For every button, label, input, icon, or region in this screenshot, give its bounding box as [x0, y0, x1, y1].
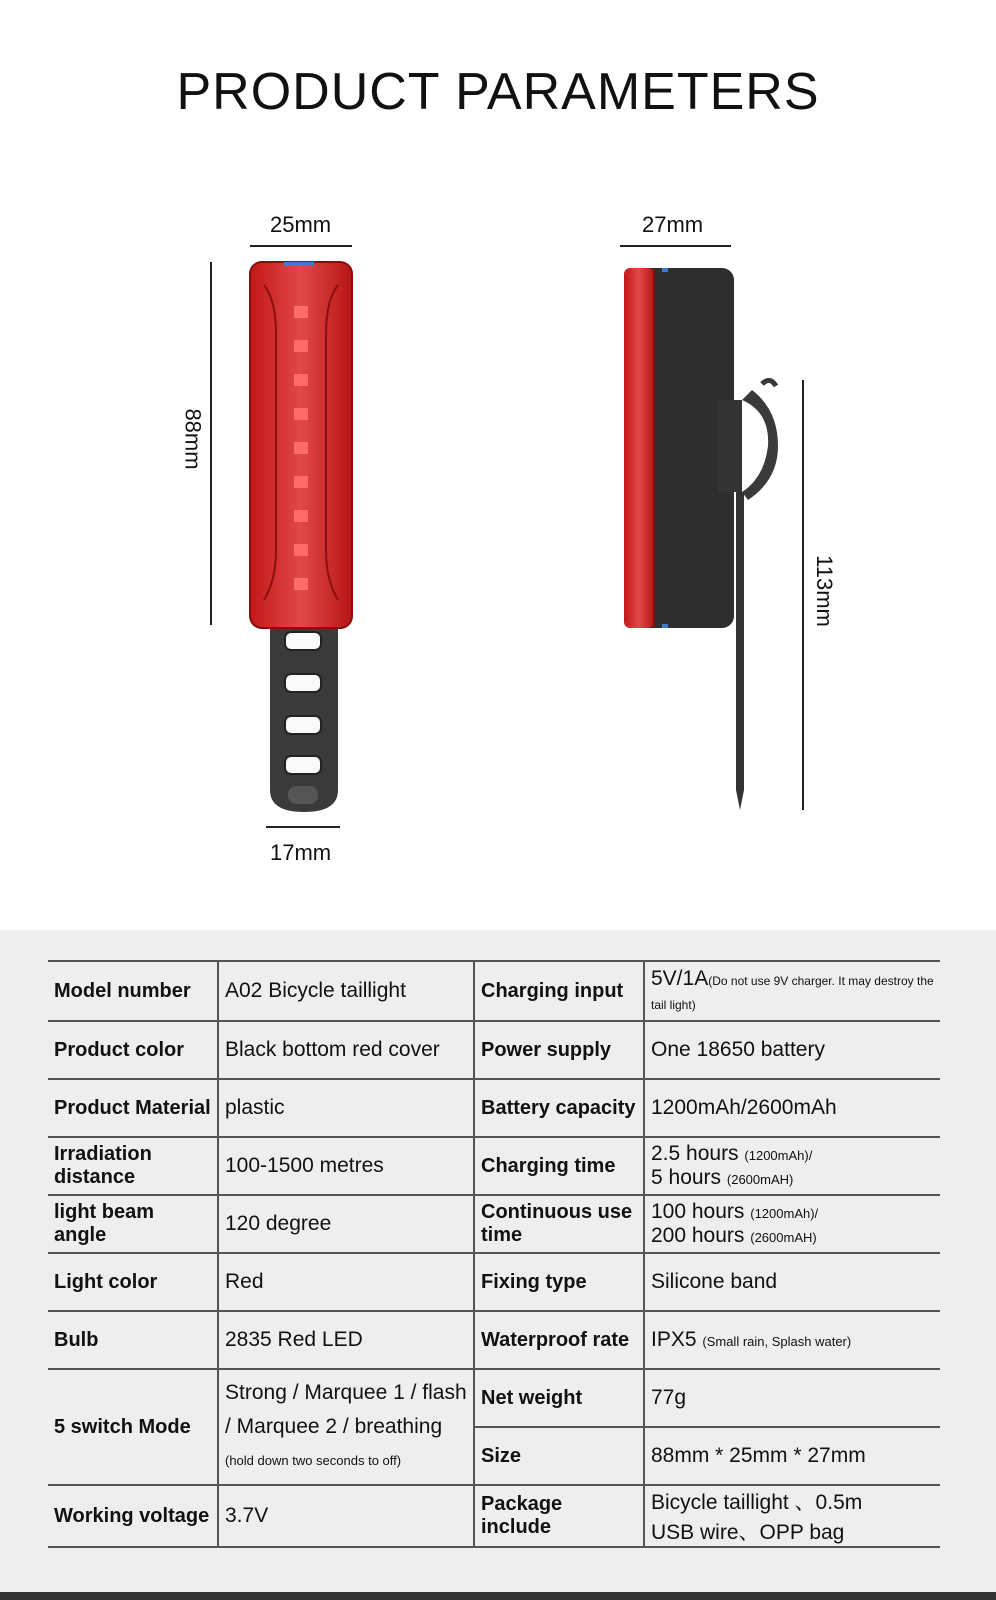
charge-time-label: Charging time	[474, 1137, 644, 1195]
package-label: Package include	[474, 1485, 644, 1547]
table-row	[48, 1311, 940, 1369]
charge-time-line1: 2.5 hours	[651, 1142, 739, 1165]
angle-label: light beam angle	[48, 1195, 218, 1253]
side-height-label: 113mm	[811, 555, 837, 627]
mode-label: 5 switch Mode	[48, 1369, 218, 1485]
table-row	[48, 1195, 940, 1253]
light-value: Red	[218, 1253, 474, 1311]
size-value: 88mm * 25mm * 27mm	[644, 1427, 940, 1485]
use-time-line1: 100 hours	[651, 1200, 745, 1223]
charging-input-value: 5V/1A	[651, 967, 709, 990]
bulb-label: Bulb	[48, 1311, 218, 1369]
package-line2: USB wire、OPP bag	[651, 1521, 845, 1544]
product-diagram	[0, 150, 996, 910]
charging-input-label: Charging input	[474, 961, 644, 1021]
mode-note: (hold down two seconds to off)	[225, 1453, 402, 1468]
package-line1: Bicycle taillight 、0.5m	[651, 1491, 863, 1514]
front-width-label: 25mm	[270, 212, 332, 237]
table-row	[48, 1137, 940, 1195]
power-value: One 18650 battery	[644, 1021, 940, 1079]
weight-value: 77g	[644, 1369, 940, 1427]
charging-input-note: (Do not use 9V charger. It may destroy the tail light)	[651, 974, 934, 1012]
model-label: Model number	[48, 961, 218, 1021]
front-height-label: 88mm	[180, 408, 206, 470]
material-label: Product Material	[48, 1079, 218, 1137]
color-value: Black bottom red cover	[218, 1021, 474, 1079]
waterproof-cell	[644, 1311, 940, 1369]
parameter-table-area	[0, 930, 996, 1600]
bulb-value: 2835 Red LED	[218, 1311, 474, 1369]
mode-cell	[218, 1369, 474, 1485]
charge-time-line1-note: (1200mAh)/	[744, 1148, 813, 1163]
charge-time-line2-note: (2600mAH)	[726, 1172, 794, 1187]
capacity-label: Battery capacity	[474, 1079, 644, 1137]
voltage-label: Working voltage	[48, 1485, 218, 1547]
fixing-value: Silicone band	[644, 1253, 940, 1311]
side-width-label: 27mm	[642, 212, 704, 237]
side-red-cover	[624, 268, 654, 628]
material-value: plastic	[218, 1079, 474, 1137]
table-row	[48, 961, 940, 1021]
mode-line1: Strong / Marquee 1 / flash	[225, 1381, 467, 1404]
voltage-value: 3.7V	[218, 1485, 474, 1547]
charging-input-cell	[644, 961, 940, 1021]
table-row	[48, 1369, 940, 1427]
size-label: Size	[474, 1427, 644, 1485]
angle-value: 120 degree	[218, 1195, 474, 1253]
table-row	[48, 1253, 940, 1311]
fixing-label: Fixing type	[474, 1253, 644, 1311]
use-time-cell	[644, 1195, 940, 1253]
waterproof-note: (Small rain, Splash water)	[702, 1334, 852, 1349]
distance-label: Irradiation distance	[48, 1137, 218, 1195]
strap-width-label: 17mm	[270, 840, 332, 865]
waterproof-label: Waterproof rate	[474, 1311, 644, 1369]
weight-label: Net weight	[474, 1369, 644, 1427]
table-row	[48, 1079, 940, 1137]
charge-time-cell	[644, 1137, 940, 1195]
use-time-line2: 200 hours	[651, 1224, 745, 1247]
power-label: Power supply	[474, 1021, 644, 1079]
use-time-label: Continuous use time	[474, 1195, 644, 1253]
capacity-value: 1200mAh/2600mAh	[644, 1079, 940, 1137]
package-cell	[644, 1485, 940, 1547]
model-value: A02 Bicycle taillight	[218, 961, 474, 1021]
parameter-table	[48, 960, 940, 1548]
bottom-bar	[0, 1592, 996, 1600]
side-strap	[736, 492, 744, 810]
taillight-illustration	[0, 150, 996, 910]
color-label: Product color	[48, 1021, 218, 1079]
page-title: PRODUCT PARAMETERS	[176, 63, 820, 121]
distance-value: 100-1500 metres	[218, 1137, 474, 1195]
charge-time-line2: 5 hours	[651, 1166, 722, 1189]
mode-line2: / Marquee 2 / breathing	[225, 1415, 443, 1438]
waterproof-value: IPX5	[651, 1328, 697, 1351]
use-time-line2-note: (2600mAH)	[750, 1230, 817, 1245]
use-time-line1-note: (1200mAh)/	[750, 1206, 819, 1221]
table-row	[48, 1021, 940, 1079]
light-label: Light color	[48, 1253, 218, 1311]
table-row	[48, 1485, 940, 1547]
